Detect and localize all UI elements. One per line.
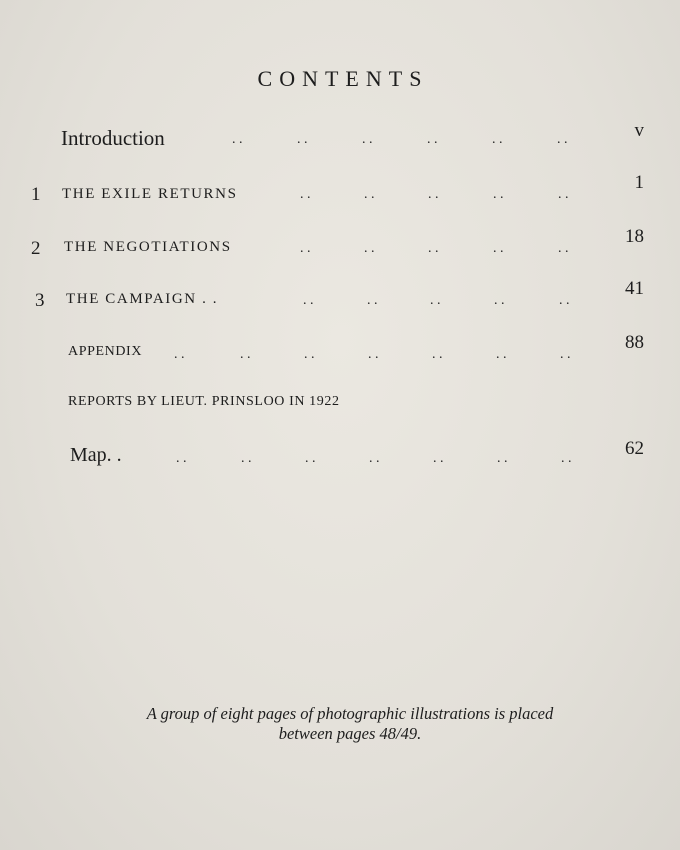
- toc-entry-page: 88: [625, 332, 644, 353]
- toc-entry-reports[interactable]: [0, 392, 680, 422]
- toc-entry-page: v: [634, 120, 644, 141]
- page-title: CONTENTS: [257, 66, 429, 91]
- toc-entry-chapter-3[interactable]: 3 THE CAMPAIGN . . . . . . . . . . . . 41: [35, 278, 644, 311]
- chapter-number: 3: [35, 290, 45, 311]
- toc-entry-page: 18: [625, 226, 644, 247]
- toc-entry-label: Map. .: [70, 444, 122, 466]
- toc-entry-label: APPENDIX: [68, 344, 143, 359]
- toc-entry-chapter-2[interactable]: 2 THE NEGOTIATIONS . . . . . . . . . . 18: [31, 226, 644, 259]
- toc-entry-introduction[interactable]: Introduction . . . . . . . . . . . . v: [61, 120, 644, 150]
- toc-entry-page: 41: [625, 278, 644, 299]
- toc-entry-label: REPORTS BY LIEUT. PRINSLOO IN 1922: [68, 394, 340, 409]
- illustrations-note-line-1: A group of eight pages of photographic illustrations is placed: [146, 704, 554, 723]
- illustrations-note: [60, 704, 640, 744]
- toc-entry-map[interactable]: Map. . . . . . . . . . . . . . . . 62: [70, 438, 644, 466]
- illustrations-note-line-2: between pages 48/49.: [278, 724, 422, 743]
- toc-entry-label: Introduction: [61, 126, 165, 150]
- toc-entry-label: THE NEGOTIATIONS: [64, 239, 232, 255]
- chapter-number: 2: [31, 238, 41, 259]
- toc-entry-page: 1: [634, 172, 644, 193]
- toc-entry-label: THE EXILE RETURNS: [62, 186, 238, 202]
- toc-entry-chapter-1[interactable]: 1 THE EXILE RETURNS . . . . . . . . . . 1: [31, 172, 644, 205]
- toc-entry-label: THE CAMPAIGN . .: [66, 291, 219, 307]
- toc-entry-page: 62: [625, 438, 644, 459]
- toc-entry-appendix[interactable]: APPENDIX . . . . . . . . . . . . . . 88: [68, 332, 644, 362]
- chapter-number: 1: [31, 184, 41, 205]
